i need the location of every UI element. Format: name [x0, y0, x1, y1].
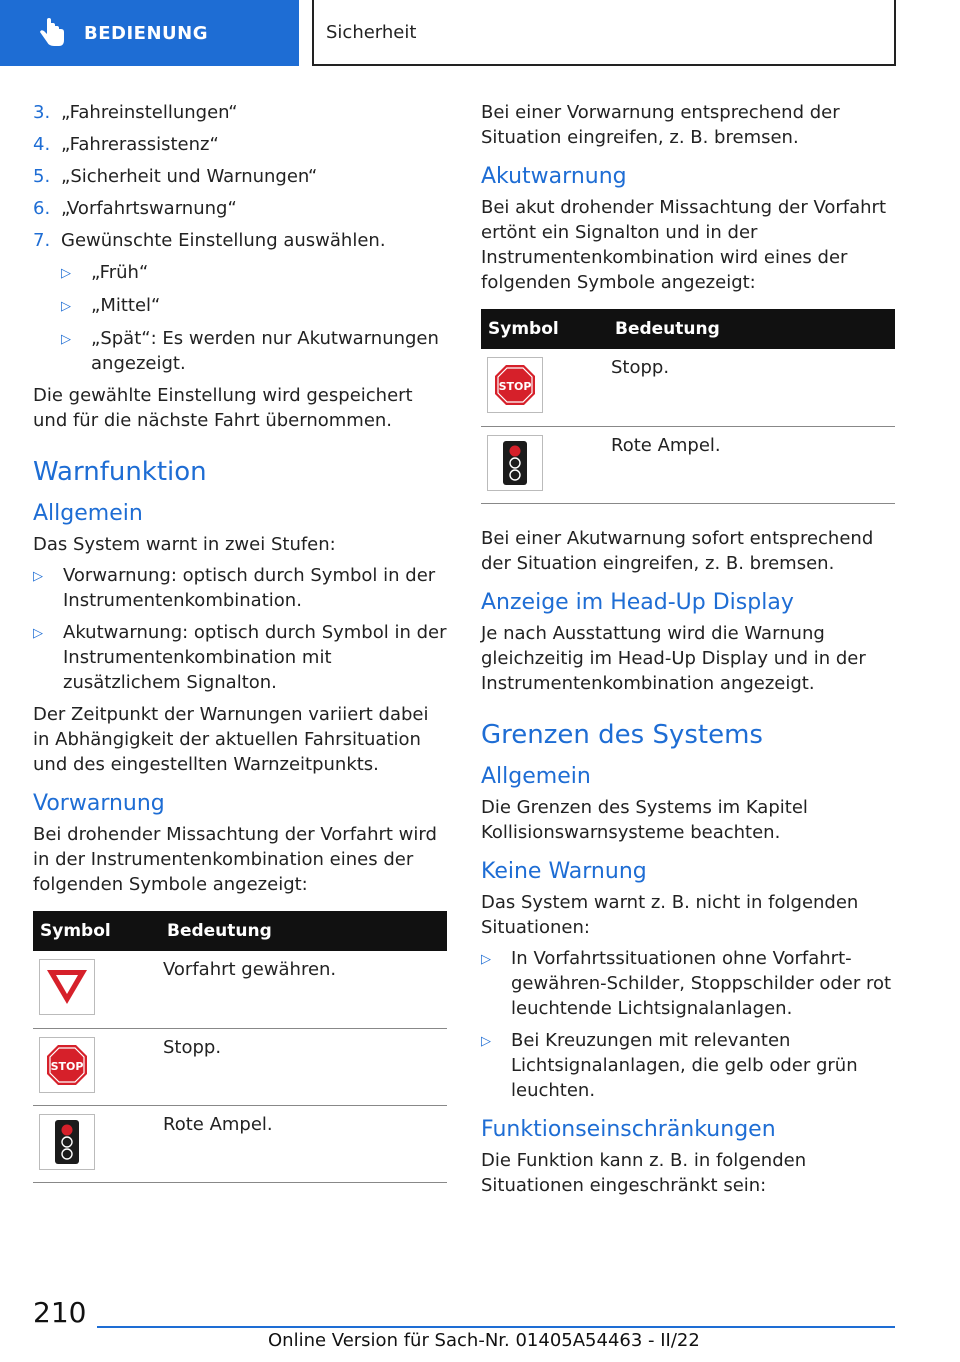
meaning-cell: Rote Ampel. [611, 426, 895, 503]
red-traffic-light-icon [487, 435, 543, 491]
section-tab-label: BEDIENUNG [84, 22, 208, 44]
step-text: „Fahreinstellungen“ [61, 102, 238, 123]
step-number: 3. [33, 102, 51, 123]
step-item [33, 228, 447, 253]
step-number: 6. [33, 198, 51, 219]
limits-allgemein-text: Die Grenzen des Systems im Kapitel Kollisionswarnsysteme beachten. [481, 796, 808, 843]
triangle-bullet-icon: ▷ [33, 569, 43, 584]
symbol-cell [481, 349, 611, 426]
table-header-symbol: Symbol [33, 911, 163, 951]
option-item [61, 293, 447, 319]
stop-sign-icon [39, 1037, 95, 1093]
table-row [33, 951, 447, 1028]
option-text: „Mittel“ [91, 295, 161, 316]
keine-warnung-list [481, 946, 895, 1103]
stage-text: Vorwarnung: optisch durch Symbol in der Instrumentenkombination. [63, 565, 436, 611]
list-item-text: Bei Kreuzungen mit relevanten Lichtsignalanlagen, die gelb oder grün leuchten. [511, 1029, 858, 1101]
step-text: Gewünschte Einstellung auswählen. [61, 230, 386, 251]
table-header-row [33, 911, 447, 951]
stage-item [33, 620, 447, 695]
right-column [481, 100, 895, 1198]
keine-warnung-text: Das System warnt z. B. nicht in folgenden Situationen: [481, 891, 859, 938]
funktion-heading: Funktionseinschränkungen [481, 1116, 776, 1142]
meaning-cell: Stopp. [163, 1028, 447, 1105]
meaning-cell: Vorfahrt gewähren. [163, 951, 447, 1028]
yield-sign-icon [39, 959, 95, 1015]
table-row [33, 1105, 447, 1182]
online-version-text: Online Version für Sach-Nr. 01405A54463 - II/22 [268, 1330, 700, 1351]
section-title-box [312, 0, 896, 66]
step-text: „Fahrerassistenz“ [61, 134, 219, 155]
keine-warnung-heading: Keine Warnung [481, 858, 647, 884]
stop-sign-label: STOP [50, 1059, 84, 1073]
stop-sign-icon [487, 357, 543, 413]
step-item [33, 100, 447, 125]
list-item [481, 1028, 895, 1103]
stop-sign-label: STOP [498, 380, 532, 393]
table-header-row [481, 309, 895, 349]
allgemein-intro: Das System warnt in zwei Stufen: [33, 534, 336, 555]
symbol-cell [33, 1028, 163, 1105]
option-text: „Früh“ [91, 262, 149, 283]
option-item [61, 326, 447, 376]
triangle-bullet-icon: ▷ [61, 332, 71, 347]
vorwarnung-text: Bei drohender Missachtung der Vorfahrt wird in der Instrumentenkombination eines der folgenden Symbole angezeigt: [33, 824, 437, 895]
option-item [61, 260, 447, 286]
section-title: Sicherheit [326, 21, 417, 43]
table-row [33, 1028, 447, 1105]
limits-heading: Grenzen des Systems [481, 719, 763, 750]
page-header [0, 0, 960, 66]
meaning-cell: Rote Ampel. [163, 1105, 447, 1182]
step-item [33, 164, 447, 189]
step-text: „Vorfahrtswarnung“ [61, 198, 237, 219]
step-item [33, 132, 447, 157]
step-text: „Sicherheit und Warnungen“ [61, 166, 318, 187]
timing-text: Der Zeitpunkt der Warnungen variiert dabei in Abhängigkeit der aktuellen Fahrsituation und des eingestellten Warnzeitpunkts. [33, 704, 429, 775]
left-column [33, 100, 447, 1183]
step-item [33, 196, 447, 221]
triangle-bullet-icon: ▷ [481, 951, 491, 967]
table-header-symbol: Symbol [481, 309, 611, 349]
list-item [481, 946, 895, 1021]
symbol-cell [481, 426, 611, 503]
table-header-meaning: Bedeutung [611, 309, 895, 349]
akutwarnung-text: Bei akut drohender Missachtung der Vorfahrt ertönt ein Signalton und in der Instrumentenkombination wird eines der folgenden Symbole angezeigt: [481, 197, 887, 293]
table-row [481, 349, 895, 426]
vorwarnung-heading: Vorwarnung [33, 791, 165, 816]
funktion-text: Die Funktion kann z. B. in folgenden Situationen eingeschränkt sein: [481, 1149, 807, 1196]
step-list [33, 100, 447, 253]
saved-setting-text: Die gewählte Einstellung wird gespeichert und für die nächste Fahrt übernommen. [33, 385, 413, 431]
symbol-cell [33, 951, 163, 1028]
hand-pointer-icon [38, 18, 66, 48]
triangle-bullet-icon: ▷ [61, 299, 71, 314]
akutwarnung-symbol-table [481, 309, 895, 504]
step-number: 4. [33, 134, 51, 155]
stage-text: Akutwarnung: optisch durch Symbol in der Instrumentenkombination mit zusätzlichem Signalton. [63, 622, 447, 693]
triangle-bullet-icon: ▷ [33, 626, 43, 641]
table-row [481, 426, 895, 503]
step-number: 7. [33, 230, 51, 251]
list-item-text: In Vorfahrtssituationen ohne Vorfahrt-gewähren-Schilder, Stoppschilder oder rot leuchtende Lichtsignalanlagen. [511, 947, 892, 1019]
vorwarnung-symbol-table [33, 911, 447, 1183]
akutwarnung-heading: Akutwarnung [481, 164, 627, 189]
footer-divider [97, 1326, 895, 1328]
table-header-meaning: Bedeutung [163, 911, 447, 951]
step-number: 5. [33, 166, 51, 187]
section-tab[interactable] [0, 0, 299, 66]
hud-text: Je nach Ausstattung wird die Warnung gleichzeitig im Head-Up Display und in der Instrumentenkombination angezeigt. [481, 622, 866, 694]
stage-list [33, 563, 447, 695]
warnfunktion-heading: Warnfunktion [33, 457, 207, 487]
red-traffic-light-icon [39, 1114, 95, 1170]
akut-action-text: Bei einer Akutwarnung sofort entsprechend der Situation eingreifen, z. B. bremsen. [481, 527, 874, 574]
stage-item [33, 563, 447, 613]
option-text: „Spät“: Es werden nur Akutwarnungen angezeigt. [91, 328, 439, 374]
page-number: 210 [33, 1296, 87, 1329]
triangle-bullet-icon: ▷ [481, 1033, 491, 1049]
meaning-cell: Stopp. [611, 349, 895, 426]
hud-heading: Anzeige im Head-Up Display [481, 589, 794, 615]
allgemein-heading: Allgemein [33, 501, 143, 526]
vorwarnung-action-text: Bei einer Vorwarnung entsprechend der Situation eingreifen, z. B. bremsen. [481, 102, 840, 148]
triangle-bullet-icon: ▷ [61, 266, 71, 281]
option-list [61, 260, 447, 376]
symbol-cell [33, 1105, 163, 1182]
limits-allgemein-heading: Allgemein [481, 763, 591, 789]
